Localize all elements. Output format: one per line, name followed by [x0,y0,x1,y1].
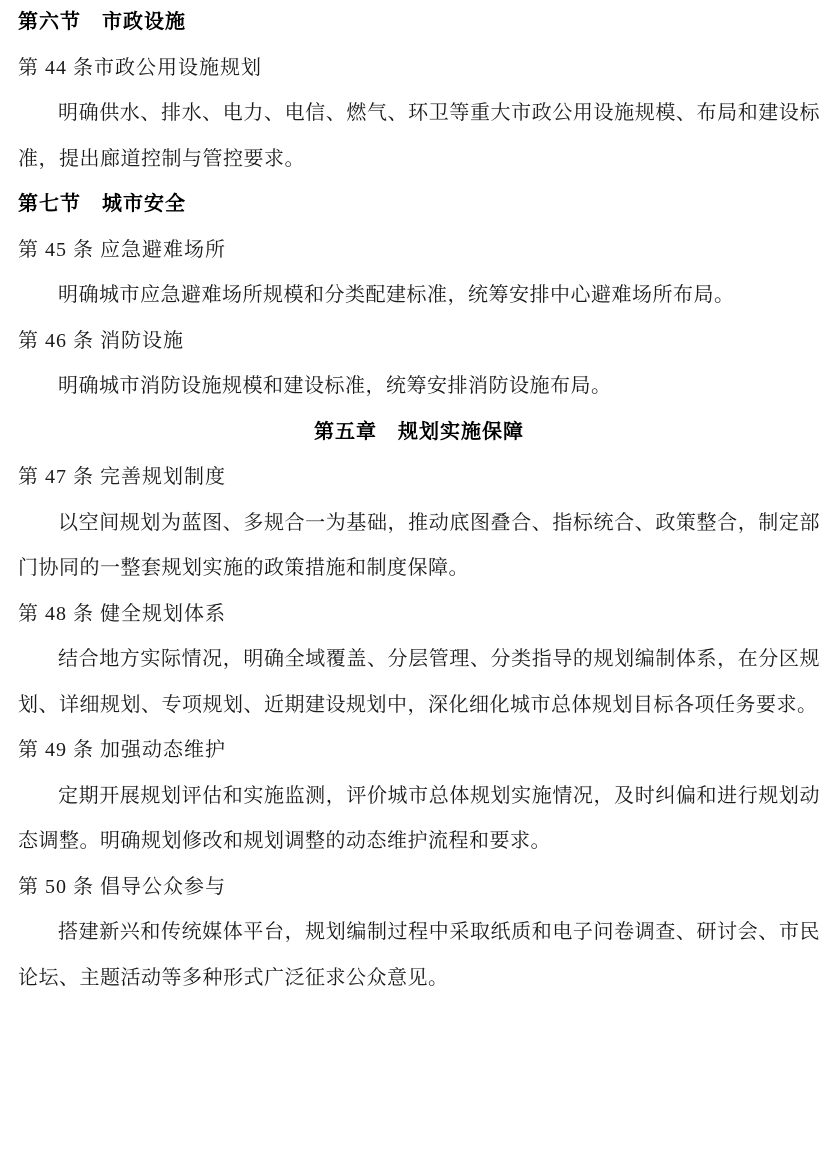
article-46-title: 第 46 条 消防设施 [18,329,184,352]
article-49-body: 定期开展规划评估和实施监测，评价城市总体规划实施情况，及时纠偏和进行规划动态调整。明确规划修改和规划调整的动态维护流程和要求。 [18,784,820,852]
article-46-body: 明确城市消防设施规模和建设标准，统筹安排消防设施布局。 [58,375,612,397]
section-6-heading: 第六节 市政设施 [18,11,186,33]
article-45-body: 明确城市应急避难场所规模和分类配建标准，统筹安排中心避难场所布局。 [58,284,735,306]
section-7-heading: 第七节 城市安全 [18,193,186,215]
article-49-title: 第 49 条 加强动态维护 [18,739,226,761]
article-48-body: 结合地方实际情况，明确全域覆盖、分层管理、分类指导的规划编制体系，在分区规划、详细规划、专项规划、近期建设规划中，深化细化城市总体规划目标各项任务要求。 [18,648,820,716]
article-47-body: 以空间规划为蓝图、多规合一为基础，推动底图叠合、指标统合、政策整合，制定部门协同的一整套规划实施的政策措施和制度保障。 [18,511,820,579]
article-50-body: 搭建新兴和传统媒体平台，规划编制过程中采取纸质和电子问卷调查、研讨会、市民论坛、主题活动等多种形式广泛征求公众意见。 [18,921,820,989]
article-44-body: 明确供水、排水、电力、电信、燃气、环卫等重大市政公用设施规模、布局和建设标准，提出廊道控制与管控要求。 [18,102,820,170]
article-47-title: 第 47 条 完善规划制度 [18,466,226,488]
article-45-title: 第 45 条 应急避难场所 [18,238,226,261]
article-44-title: 第 44 条市政公用设施规划 [18,56,262,79]
chapter-5-heading: 第五章 规划实施保障 [314,420,524,443]
article-48-title: 第 48 条 健全规划体系 [18,602,226,625]
article-50-title: 第 50 条 倡导公众参与 [18,875,226,898]
